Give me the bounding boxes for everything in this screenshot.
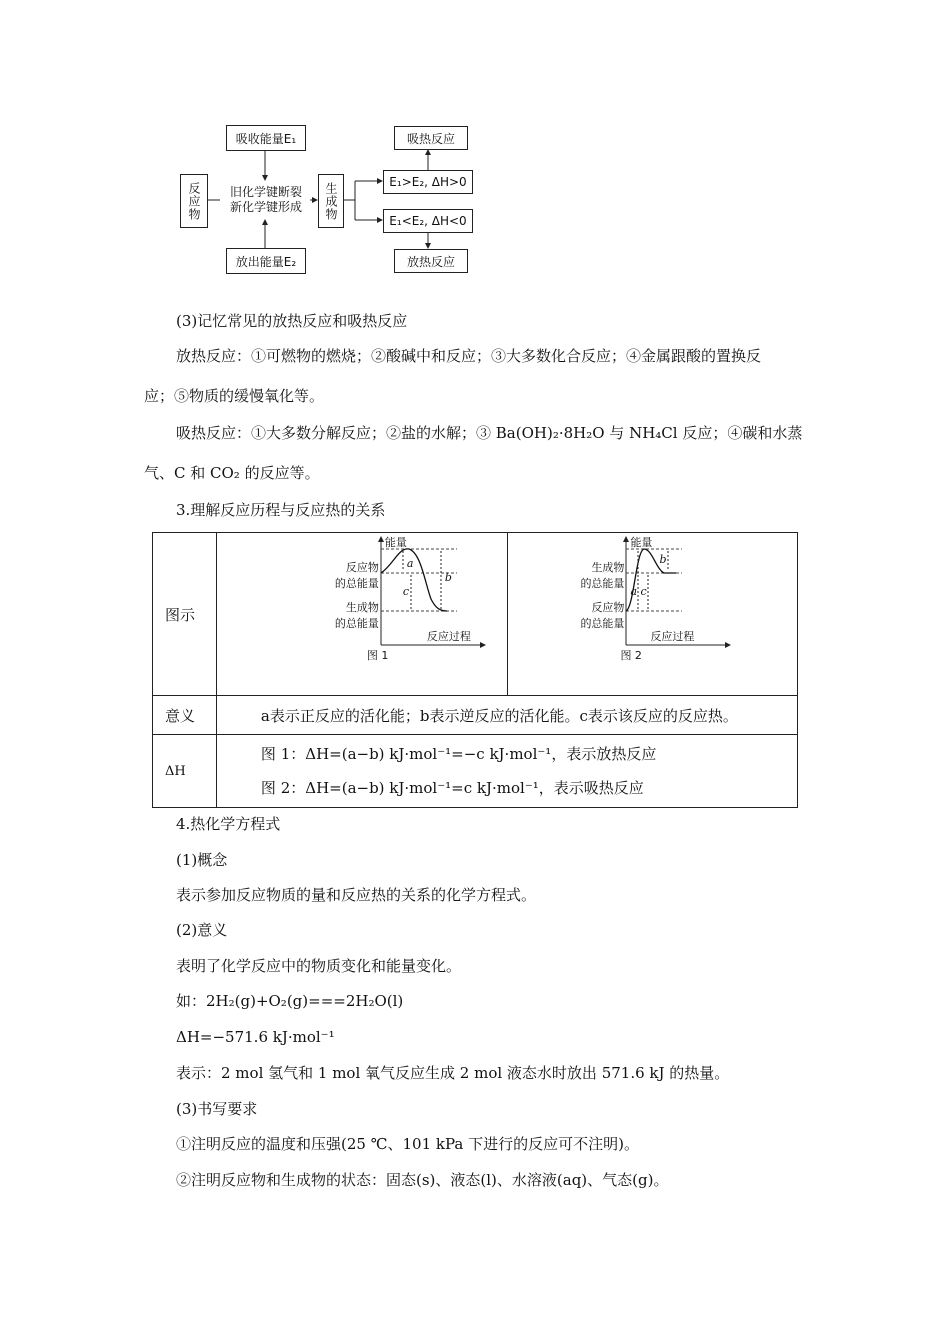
dh-cell [216,735,797,808]
concept-heading: (1)概念 [176,851,228,869]
fig1-lower-label-line1: 生成物 [345,601,379,614]
exothermic-box [394,249,468,273]
example-dh: ΔH=−571.6 kJ·mol⁻¹ [176,1028,335,1046]
reaction-heat-table [152,532,798,808]
fig2-caption: 图 2 [620,649,642,662]
figure-2-cell [508,533,798,696]
concept-text: 表示参加反应物质的量和反应热的关系的化学方程式。 [176,886,537,904]
part4-heading: 4.热化学方程式 [176,815,281,833]
fig1-lower-label-line2: 的总能量 [334,617,379,630]
meaning-cell: a表示正反应的活化能；b表示逆反应的活化能。c表示该反应的反应热。 [216,696,797,735]
fig2-upper-label [572,559,624,591]
condition-lower-box [383,209,473,233]
fig1-b-label: b [444,571,452,584]
fig2-a-label: a [630,585,637,598]
example-explain: 表示：2 mol 氢气和 1 mol 氧气反应生成 2 mol 液态水时放出 571.6 kJ 的热量。 [176,1064,730,1082]
row-label-figures: 图示 [153,533,217,696]
endo-list-line1: 吸热反应：①大多数分解反应；②盐的水解；③ Ba(OH)₂·8H₂O 与 NH₄Cl 反应；④碳和水蒸 [176,424,803,442]
fig2-c-label: c [640,585,647,598]
fig1-upper-label-line1: 反应物 [345,561,379,574]
product-box [318,174,344,228]
exo-list-line1: 放热反应：①可燃物的燃烧；②酸碱中和反应；③大多数化合反应；④金属跟酸的置换反 [176,347,762,365]
fig2-yaxis-label: 能量 [630,536,653,549]
reactant-box [180,174,208,228]
endothermic-label: 吸热反应 [406,131,455,146]
fig2-lower-label-line2: 的总能量 [580,617,625,630]
fig2-b-label: b [659,553,667,566]
fig2-lower-label-line1: 反应物 [591,601,625,614]
fig2-upper-label-line1: 生成物 [591,561,625,574]
absorb-energy-box [226,125,306,151]
release-energy-box [226,248,306,274]
row-label-meaning: 意义 [153,696,217,735]
condition-lower-label: E₁<E₂, ΔH<0 [389,214,467,228]
endothermic-box [394,126,468,150]
reactant-label: 反应物 [187,181,201,221]
dh-figure2-line: 图 2：ΔH=(a−b) kJ·mol⁻¹=c kJ·mol⁻¹，表示吸热反应 [260,779,644,797]
fig2-lower-label [572,599,624,631]
example-equation: 如：2H₂(g)+O₂(g)===2H₂O(l) [176,992,404,1010]
requirement-2: ②注明反应物和生成物的状态：固态(s)、液态(l)、水溶液(aq)、气态(g)。 [176,1171,669,1189]
fig1-lower-label [327,599,379,631]
fig1-c-label: c [402,585,410,598]
meaning-text: 表明了化学反应中的物质变化和能量变化。 [176,957,462,975]
condition-upper-box [383,170,473,194]
release-energy-label: 放出能量E₂ [235,254,297,269]
table-row-figures [153,533,798,696]
part3-heading: 3.理解反应历程与反应热的关系 [176,501,386,519]
fig1-a-label: a [406,557,414,570]
fig1-caption: 图 1 [366,649,389,662]
endo-list-line2: 气、C 和 CO₂ 的反应等。 [144,464,320,482]
fig1-xaxis-label: 反应过程 [426,630,471,643]
fig1-upper-label [327,559,379,591]
product-label: 生成物 [324,181,338,221]
fig2-upper-label-line2: 的总能量 [580,577,625,590]
exo-list-line2: 应；⑤物质的缓慢氧化等。 [144,387,325,405]
bond-break-label: 旧化学键断裂 [229,185,302,199]
fig2-xaxis-label: 反应过程 [650,630,695,643]
bond-process-text [222,185,310,215]
dh-figure1-line: 图 1：ΔH=(a−b) kJ·mol⁻¹=−c kJ·mol⁻¹，表示放热反应 [260,745,657,763]
table-row-dh [153,735,798,808]
condition-upper-label: E₁>E₂, ΔH>0 [389,175,467,189]
requirement-1: ①注明反应的温度和压强(25 ℃、101 kPa 下进行的反应可不注明)。 [176,1135,639,1153]
fig1-upper-label-line2: 的总能量 [334,577,379,590]
requirements-heading: (3)书写要求 [176,1100,258,1118]
bond-form-label: 新化学键形成 [229,200,302,214]
section3-heading: (3)记忆常见的放热反应和吸热反应 [176,312,408,330]
table-row-meaning [153,696,798,735]
figure-1-cell [216,533,508,696]
exothermic-label: 放热反应 [406,254,455,269]
absorb-energy-label: 吸收能量E₁ [235,131,297,146]
meaning-heading: (2)意义 [176,921,228,939]
fig1-yaxis-label: 能量 [384,536,407,549]
row-label-dh: ΔH [153,735,217,808]
